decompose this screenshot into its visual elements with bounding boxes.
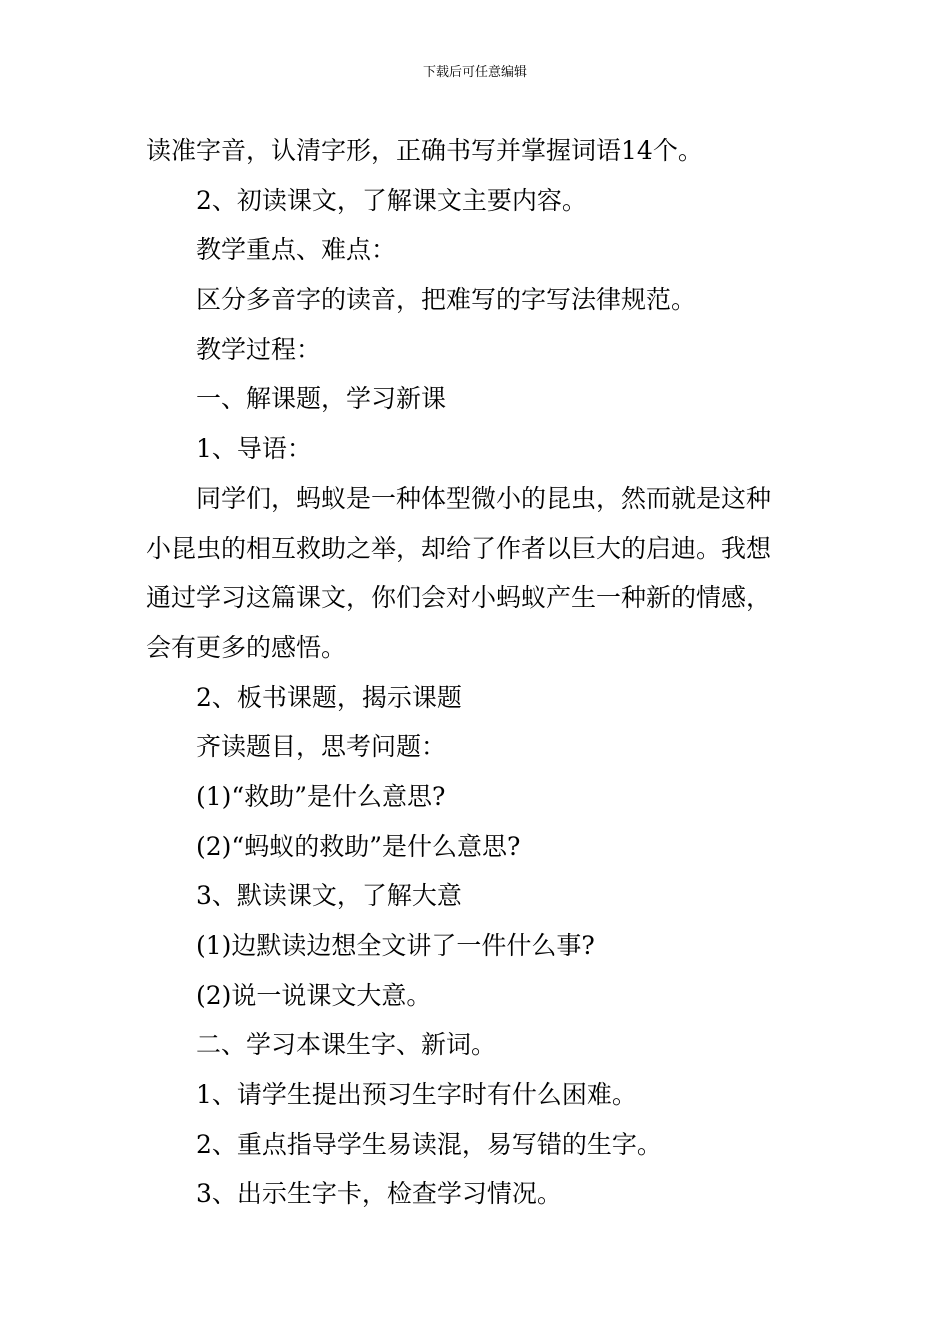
text-line: 3、默读课文，了解大意 [196,881,462,911]
text-line: (2)“蚂蚁的救助”是什么意思? [196,831,521,861]
text-line: 教学重点、难点： [196,235,397,265]
text-line: 2、板书课题，揭示课题 [196,682,462,712]
text-line: 二、学习本课生字、新词。 [196,1030,497,1060]
text-line: (2)说一说课文大意。 [196,980,432,1010]
text-line: 2、初读课文，了解课文主要内容。 [196,185,587,215]
page-header: 下载后可任意编辑 [422,65,527,80]
text-line: 会有更多的感悟。 [146,632,347,662]
text-line: 3、出示生字卡，检查学习情况。 [196,1179,562,1209]
text-line: 小昆虫的相互救助之举，却给了作者以巨大的启迪。我想 [146,533,772,563]
text-line: 读准字音，认清字形，正确书写并掌握词语14个。 [146,136,703,165]
text-line: 同学们，蚂蚁是一种体型微小的昆虫，然而就是这种 [196,483,772,513]
text-line: 1、请学生提出预习生字时有什么困难。 [196,1080,637,1110]
text-line: (1)边默读边想全文讲了一件什么事? [196,931,595,960]
text-line: 教学过程： [196,334,322,364]
document-body [146,126,826,1219]
text-line: 1、导语： [196,434,312,464]
text-line: 通过学习这篇课文，你们会对小蚂蚁产生一种新的情感， [146,583,772,613]
text-line: (1)“救助”是什么意思? [196,781,446,811]
text-line: 齐读题目，思考问题： [196,732,447,762]
text-line: 2、重点指导学生易读混，易写错的生字。 [196,1129,662,1159]
text-line: 区分多音字的读音，把难写的字写法律规范。 [196,285,697,315]
text-line: 一、解课题，学习新课 [196,384,447,414]
